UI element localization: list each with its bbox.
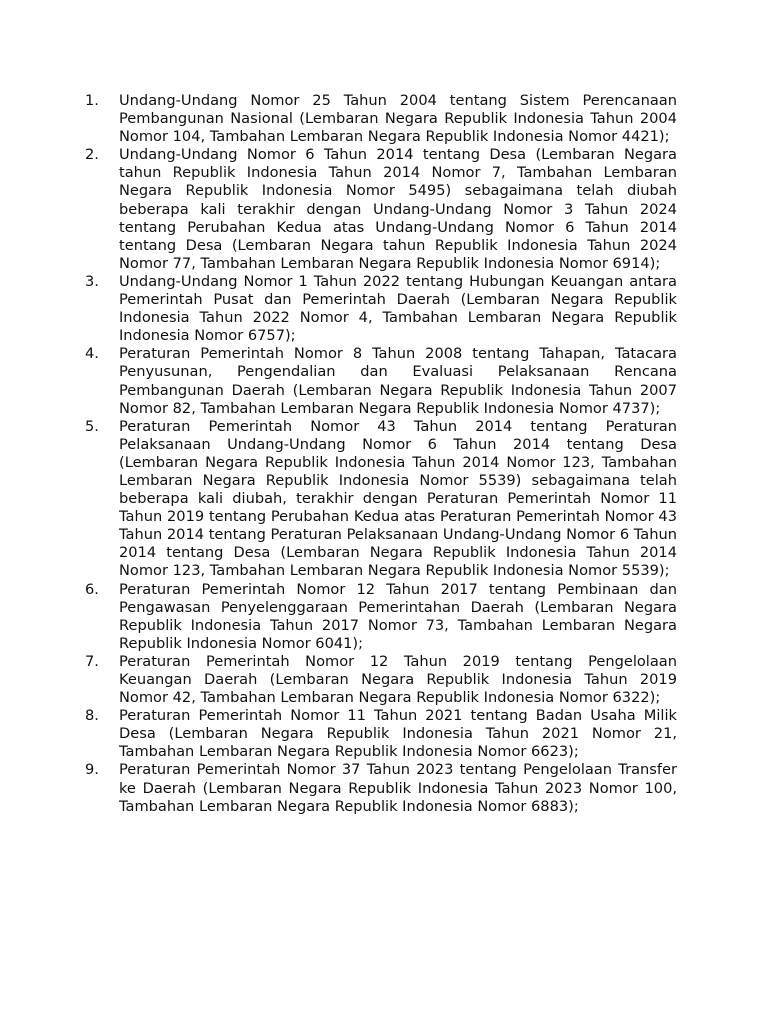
list-item xyxy=(85,761,677,815)
item-text: Peraturan Pemerintah Nomor 43 Tahun 2014 tentang Peraturan Pelaksanaan Undang-Undang Nomor 6 Tahun 2014 tentang Desa (Lembaran Negara Republik Indonesia Tahun 2014 Nomor 123, Tambahan Lembaran Negara Republik Indonesia Nomor 5539) sebagaimana telah beberapa kali diubah, terakhir dengan Peraturan Pemerintah Nomor 11 Tahun 2019 tentang Perubahan Kedua atas Peraturan Pemerintah Nomor 43 Tahun 2014 tentang Peraturan Pelaksanaan Undang-Undang Nomor 6 Tahun 2014 tentang Desa (Lembaran Negara Republik Indonesia Tahun 2014 Nomor 123, Tambahan Lembaran Negara Republik Indonesia Nomor 5539); xyxy=(119,417,677,580)
item-text: Peraturan Pemerintah Nomor 12 Tahun 2017 tentang Pembinaan dan Pengawasan Penyelenggaraan Pemerintahan Daerah (Lembaran Negara Republik Indonesia Tahun 2017 Nomor 73, Tambahan Lembaran Negara Republik Indonesia Nomor 6041); xyxy=(119,580,677,652)
item-number: 2. xyxy=(85,146,99,164)
list-item xyxy=(85,580,677,653)
list-item xyxy=(85,92,677,146)
item-number: 1. xyxy=(85,92,99,109)
item-number: 7. xyxy=(85,652,99,670)
item-text: Peraturan Pemerintah Nomor 12 Tahun 2019 tentang Pengelolaan Keuangan Daerah (Lembaran Negara Republik Indonesia Tahun 2019 Nomor 42, Tambahan Lembaran Negara Republik Indonesia Nomor 6322); xyxy=(119,652,677,707)
item-text: Peraturan Pemerintah Nomor 37 Tahun 2023 tentang Pengelolaan Transfer ke Daerah (Lembaran Negara Republik Indonesia Tahun 2023 Nomor 100, Tambahan Lembaran Negara Republik Indonesia Nomor 6883); xyxy=(119,761,677,815)
item-text: Peraturan Pemerintah Nomor 8 Tahun 2008 tentang Tahapan, Tatacara Penyusunan, Pengendalian dan Evaluasi Pelaksanaan Rencana Pembangunan Daerah (Lembaran Negara Republik Indonesia Tahun 2007 Nomor 82, Tambahan Lembaran Negara Republik Indonesia Nomor 4737); xyxy=(119,345,677,417)
list-item xyxy=(85,146,677,273)
list-item xyxy=(85,272,677,345)
regulation-list xyxy=(0,92,768,816)
item-number: 5. xyxy=(85,417,99,435)
item-number: 9. xyxy=(85,761,99,779)
list-item xyxy=(85,707,677,761)
item-number: 4. xyxy=(85,345,99,363)
item-text: Undang-Undang Nomor 25 Tahun 2004 tentang Sistem Perencanaan Pembangunan Nasional (Lembaran Negara Republik Indonesia Tahun 2004 Nomor 104, Tambahan Lembaran Negara Republik Indonesia Nomor 4421); xyxy=(119,92,677,146)
item-text: Undang-Undang Nomor 6 Tahun 2014 tentang Desa (Lembaran Negara tahun Republik Indonesia Tahun 2014 Nomor 7, Tambahan Lembaran Negara Republik Indonesia Nomor 5495) sebagaimana telah diubah beberapa kali terakhir dengan Undang-Undang Nomor 3 Tahun 2024 tentang Perubahan Kedua atas Undang-Undang Nomor 6 Tahun 2014 tentang Desa (Lembaran Negara tahun Republik Indonesia Tahun 2024 Nomor 77, Tambahan Lembaran Negara Republik Indonesia Nomor 6914); xyxy=(119,146,677,272)
item-number: 3. xyxy=(85,272,99,290)
item-number: 8. xyxy=(85,707,99,725)
list-item xyxy=(85,652,677,707)
list-item xyxy=(85,417,677,581)
item-number: 6. xyxy=(85,580,99,598)
item-text: Undang-Undang Nomor 1 Tahun 2022 tentang Hubungan Keuangan antara Pemerintah Pusat dan Pemerintah Daerah (Lembaran Negara Republik Indonesia Tahun 2022 Nomor 4, Tambahan Lembaran Negara Republik Indonesia Nomor 6757); xyxy=(119,272,677,345)
list-item xyxy=(85,345,677,417)
item-text: Peraturan Pemerintah Nomor 11 Tahun 2021 tentang Badan Usaha Milik Desa (Lembaran Negara Republik Indonesia Tahun 2021 Nomor 21, Tambahan Lembaran Negara Republik Indonesia Nomor 6623); xyxy=(119,707,677,761)
